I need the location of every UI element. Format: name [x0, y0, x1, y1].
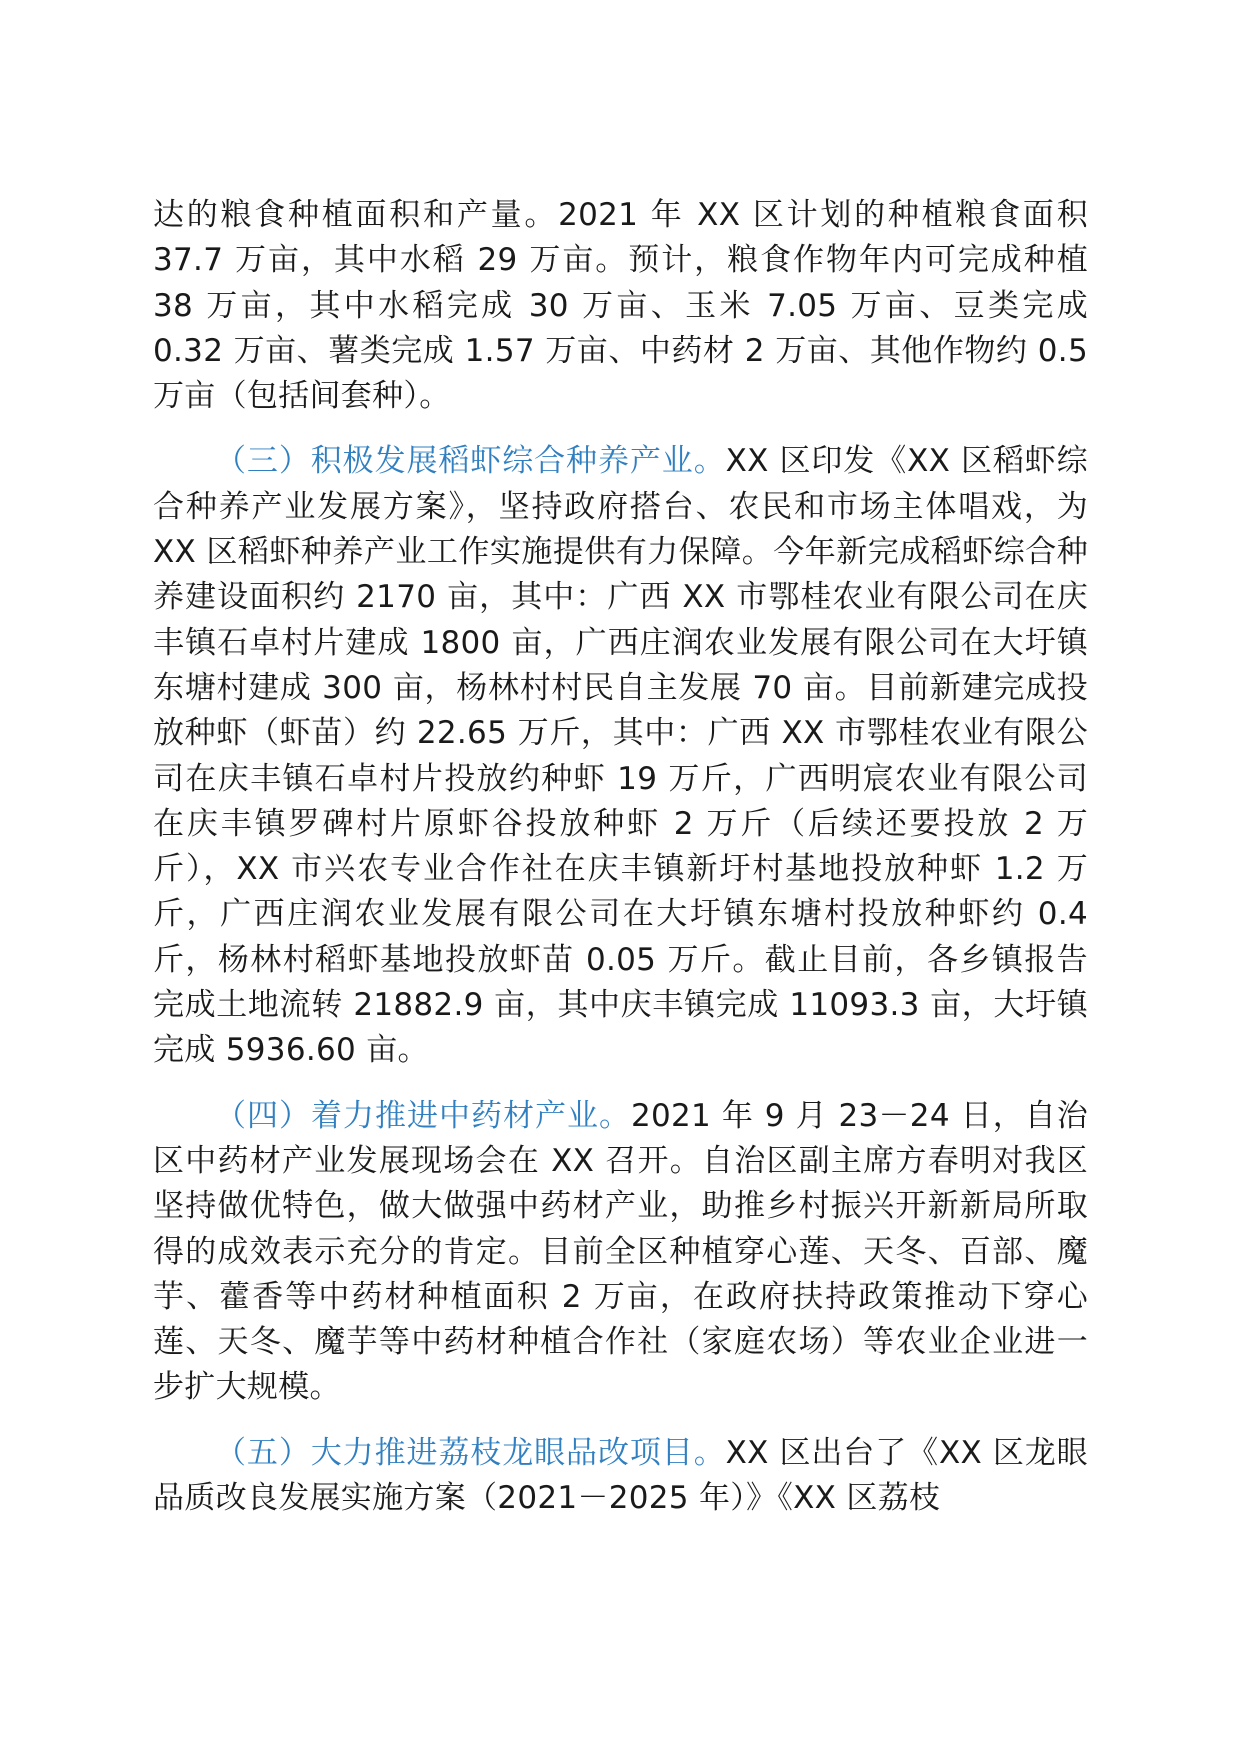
- paragraph-body-text: 2021 年 9 月 23－24 日，自治区中药材产业发展现场会在 XX 召开。自治区副主席方春明对我区坚持做优特色，做大做强中药材产业，助推乡村振兴开新新局所取得的成效表示充分的肯定。目前全区种植穿心莲、天冬、百部、魔芋、藿香等中药材种植面积 2 万亩，在政府扶持政策推动下穿心莲、天冬、魔芋等中药材种植合作社（家庭农场）等农业企业进一步扩大规模。: [153, 1097, 1088, 1406]
- section-heading-rice-shrimp: （三）积极发展稻虾综合种养产业。: [215, 443, 726, 480]
- document-body: [153, 193, 1088, 1541]
- paragraph-grain-planting: [153, 193, 1088, 419]
- paragraph-rice-shrimp: [153, 439, 1088, 1073]
- section-heading-lychee-longan: （五）大力推进荔枝龙眼品改项目。: [215, 1434, 726, 1471]
- paragraph-chinese-medicine: [153, 1094, 1088, 1411]
- paragraph-body-text: XX 区印发《XX 区稻虾综合种养产业发展方案》，坚持政府搭台、农民和市场主体唱戏，为 XX 区稻虾种养产业工作实施提供有力保障。今年新完成稻虾综合种养建设面积约 2170 亩，其中：广西 XX 市鄂桂农业有限公司在庆丰镇石卓村片建成 1800 亩，广西庄润农业发展有限公司在大圩镇东塘村建成 300 亩，杨林村村民自主发展 70 亩。目前新建完成投放种虾（虾苗）约 22.65 万斤，其中：广西 XX 市鄂桂农业有限公司在庆丰镇石卓村片投放约种虾 19 万斤，广西明宸农业有限公司在庆丰镇罗碑村片原虾谷投放种虾 2 万斤（后续还要投放 2 万斤），XX 市兴农专业合作社在庆丰镇新圩村基地投放种虾 1.2 万斤，广西庄润农业发展有限公司在大圩镇东塘村投放种虾约 0.4 斤，杨林村稻虾基地投放虾苗 0.05 万斤。截止目前，各乡镇报告完成土地流转 21882.9 亩，其中庆丰镇完成 11093.3 亩，大圩镇完成 5936.60 亩。: [153, 443, 1088, 1069]
- paragraph-lychee-longan: [153, 1431, 1088, 1522]
- section-heading-chinese-medicine: （四）着力推进中药材产业。: [215, 1097, 631, 1134]
- paragraph-body-text: XX 区出台了《XX 区龙眼品质改良发展实施方案（2021－2025 年）》《XX 区荔枝: [153, 1434, 1088, 1517]
- paragraph-body-text: 达的粮食种植面积和产量。2021 年 XX 区计划的种植粮食面积 37.7 万亩，其中水稻 29 万亩。预计，粮食作物年内可完成种植 38 万亩，其中水稻完成 30 万亩、玉米 7.05 万亩、豆类完成 0.32 万亩、薯类完成 1.57 万亩、中药材 2 万亩、其他作物约 0.5 万亩（包括间套种）。: [153, 197, 1088, 415]
